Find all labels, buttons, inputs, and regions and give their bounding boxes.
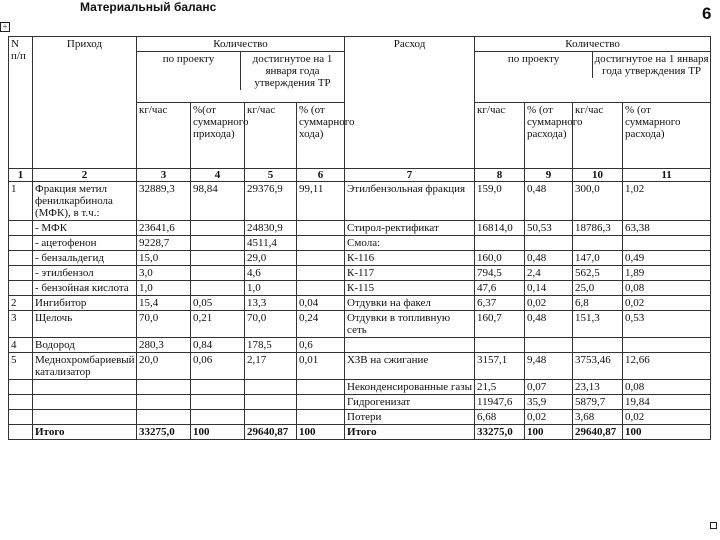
income-item bbox=[33, 395, 137, 410]
exp-project-kg-h: 21,5 bbox=[475, 380, 525, 395]
achieved-kg-h: 4511,4 bbox=[245, 236, 297, 251]
project-kg-h bbox=[137, 410, 191, 425]
project-kg-h: 70,0 bbox=[137, 311, 191, 338]
total-exp-achieved-kg-h: 29640,87 bbox=[573, 425, 623, 440]
achieved-kg-h: 4,6 bbox=[245, 266, 297, 281]
table-row bbox=[9, 281, 711, 296]
project-kg-h: 9228,7 bbox=[137, 236, 191, 251]
project-pct: 0,21 bbox=[191, 311, 245, 338]
project-kg-h: 23641,6 bbox=[137, 221, 191, 236]
achieved-kg-h bbox=[245, 410, 297, 425]
total-row bbox=[9, 425, 711, 440]
exp-project-kg-h: 6,68 bbox=[475, 410, 525, 425]
exp-project-pct: 9,48 bbox=[525, 353, 573, 380]
project-pct bbox=[191, 281, 245, 296]
project-pct: 0,06 bbox=[191, 353, 245, 380]
page-number: 6 bbox=[702, 4, 712, 23]
exp-achieved-pct bbox=[623, 236, 711, 251]
quantity-in-label: Количество bbox=[137, 37, 344, 52]
table-row bbox=[9, 296, 711, 311]
exp-project-kg-h bbox=[475, 236, 525, 251]
row-number: 5 bbox=[9, 353, 33, 380]
exp-project-kg-h: 794,5 bbox=[475, 266, 525, 281]
exp-achieved-kg-h: 18786,3 bbox=[573, 221, 623, 236]
table-row bbox=[9, 353, 711, 380]
exp-achieved-pct: 0,53 bbox=[623, 311, 711, 338]
expense-item: Смола: bbox=[345, 236, 475, 251]
total-achieved-pct: 100 bbox=[297, 425, 345, 440]
table-row bbox=[9, 311, 711, 338]
column-number: 1 bbox=[9, 169, 33, 182]
project-pct bbox=[191, 266, 245, 281]
column-number: 9 bbox=[525, 169, 573, 182]
column-number: 7 bbox=[345, 169, 475, 182]
total-empty bbox=[9, 425, 33, 440]
total-expense-item: Итого bbox=[345, 425, 475, 440]
exp-project-kg-h: 16814,0 bbox=[475, 221, 525, 236]
project-pct bbox=[191, 251, 245, 266]
project-pct bbox=[191, 395, 245, 410]
exp-achieved-kg-h: 6,8 bbox=[573, 296, 623, 311]
expense-item: Стирол-ректификат bbox=[345, 221, 475, 236]
expense-item: Отдувки на факел bbox=[345, 296, 475, 311]
income-item: Щелочь bbox=[33, 311, 137, 338]
exp-achieved-kg-h: 3,68 bbox=[573, 410, 623, 425]
row-number bbox=[9, 266, 33, 281]
exp-achieved-pct: 0,02 bbox=[623, 410, 711, 425]
exp-achieved-pct: 1,02 bbox=[623, 182, 711, 221]
exp-achieved-kg-h: 562,5 bbox=[573, 266, 623, 281]
expense-item bbox=[345, 338, 475, 353]
table-row bbox=[9, 410, 711, 425]
col-quantity-in-header bbox=[137, 37, 345, 103]
row-number bbox=[9, 410, 33, 425]
row-number: 1 bbox=[9, 182, 33, 221]
exp-project-pct: 0,48 bbox=[525, 311, 573, 338]
col-expense-header: Расход bbox=[345, 37, 475, 169]
exp-project-pct bbox=[525, 236, 573, 251]
project-kg-h: 15,0 bbox=[137, 251, 191, 266]
column-number-row bbox=[9, 169, 711, 182]
total-income-item: Итого bbox=[33, 425, 137, 440]
column-number: 8 bbox=[475, 169, 525, 182]
project-kg-h: 280,3 bbox=[137, 338, 191, 353]
expense-item: ХЗВ на сжигание bbox=[345, 353, 475, 380]
exp-project-pct: 0,07 bbox=[525, 380, 573, 395]
material-balance-table bbox=[8, 36, 711, 440]
table-row bbox=[9, 380, 711, 395]
expense-item: К-115 bbox=[345, 281, 475, 296]
achieved-pct bbox=[297, 251, 345, 266]
by-project-out-label: по проекту bbox=[475, 52, 593, 78]
total-exp-project-pct: 100 bbox=[525, 425, 573, 440]
exp-project-pct bbox=[525, 338, 573, 353]
exp-achieved-pct: 0,02 bbox=[623, 296, 711, 311]
income-item bbox=[33, 410, 137, 425]
table-row bbox=[9, 221, 711, 236]
exp-project-pct: 0,48 bbox=[525, 251, 573, 266]
sub-kg-h-10: кг/час bbox=[573, 103, 623, 169]
expense-item: Потери bbox=[345, 410, 475, 425]
col-quantity-out-header bbox=[475, 37, 711, 103]
income-item: - МФК bbox=[33, 221, 137, 236]
exp-achieved-kg-h: 151,3 bbox=[573, 311, 623, 338]
project-kg-h bbox=[137, 395, 191, 410]
row-number: 3 bbox=[9, 311, 33, 338]
achieved-out-label: достигнутое на 1 января года утверждения ТР bbox=[594, 53, 709, 77]
header-row bbox=[9, 37, 711, 103]
expense-item: Гидрогенизат bbox=[345, 395, 475, 410]
exp-project-kg-h: 6,37 bbox=[475, 296, 525, 311]
income-item: Водород bbox=[33, 338, 137, 353]
exp-project-pct: 0,02 bbox=[525, 410, 573, 425]
row-number bbox=[9, 380, 33, 395]
income-item: - бензойная кислота bbox=[33, 281, 137, 296]
achieved-kg-h bbox=[245, 395, 297, 410]
exp-project-kg-h: 159,0 bbox=[475, 182, 525, 221]
column-number: 3 bbox=[137, 169, 191, 182]
project-kg-h: 3,0 bbox=[137, 266, 191, 281]
project-kg-h: 32889,3 bbox=[137, 182, 191, 221]
col-n-header: N п/п bbox=[9, 37, 33, 169]
row-number bbox=[9, 281, 33, 296]
total-achieved-kg-h: 29640,87 bbox=[245, 425, 297, 440]
project-pct: 0,05 bbox=[191, 296, 245, 311]
table-row bbox=[9, 236, 711, 251]
exp-achieved-kg-h: 300,0 bbox=[573, 182, 623, 221]
achieved-pct bbox=[297, 236, 345, 251]
project-pct bbox=[191, 221, 245, 236]
achieved-pct: 0,01 bbox=[297, 353, 345, 380]
row-number: 2 bbox=[9, 296, 33, 311]
sub-kg-h-3: кг/час bbox=[137, 103, 191, 169]
exp-project-kg-h: 47,6 bbox=[475, 281, 525, 296]
exp-achieved-pct: 63,38 bbox=[623, 221, 711, 236]
project-kg-h: 1,0 bbox=[137, 281, 191, 296]
exp-project-pct: 35,9 bbox=[525, 395, 573, 410]
exp-achieved-pct bbox=[623, 338, 711, 353]
exp-project-pct: 0,14 bbox=[525, 281, 573, 296]
row-number bbox=[9, 221, 33, 236]
table-row bbox=[9, 182, 711, 221]
quantity-out-label: Количество bbox=[475, 37, 710, 52]
exp-project-kg-h: 160,7 bbox=[475, 311, 525, 338]
income-item: - бензальдегид bbox=[33, 251, 137, 266]
exp-achieved-kg-h: 3753,46 bbox=[573, 353, 623, 380]
exp-achieved-kg-h: 23,13 bbox=[573, 380, 623, 395]
exp-achieved-pct: 1,89 bbox=[623, 266, 711, 281]
project-pct: 0,84 bbox=[191, 338, 245, 353]
achieved-pct bbox=[297, 281, 345, 296]
achieved-in-label: достигнутое на 1 января года утверждения ТР bbox=[252, 53, 333, 89]
exp-achieved-kg-h: 25,0 bbox=[573, 281, 623, 296]
achieved-pct bbox=[297, 410, 345, 425]
sub-pct-income-4: %(от суммарного прихода) bbox=[191, 103, 245, 169]
sub-kg-h-5: кг/час bbox=[245, 103, 297, 169]
table-resize-handle-icon[interactable] bbox=[710, 522, 717, 529]
income-item: Ингибитор bbox=[33, 296, 137, 311]
total-exp-achieved-pct: 100 bbox=[623, 425, 711, 440]
table-row bbox=[9, 395, 711, 410]
column-number: 6 bbox=[297, 169, 345, 182]
row-number: 4 bbox=[9, 338, 33, 353]
exp-achieved-pct: 19,84 bbox=[623, 395, 711, 410]
achieved-pct: 99,11 bbox=[297, 182, 345, 221]
exp-achieved-kg-h bbox=[573, 338, 623, 353]
exp-project-pct: 0,02 bbox=[525, 296, 573, 311]
table-row bbox=[9, 338, 711, 353]
achieved-kg-h bbox=[245, 380, 297, 395]
total-project-pct: 100 bbox=[191, 425, 245, 440]
exp-project-kg-h: 160,0 bbox=[475, 251, 525, 266]
exp-project-pct: 50,53 bbox=[525, 221, 573, 236]
achieved-pct bbox=[297, 395, 345, 410]
sub-pct-expense-9: % (от суммарного расхода) bbox=[525, 103, 573, 169]
achieved-kg-h: 29376,9 bbox=[245, 182, 297, 221]
achieved-kg-h: 29,0 bbox=[245, 251, 297, 266]
income-item bbox=[33, 380, 137, 395]
row-number bbox=[9, 236, 33, 251]
achieved-kg-h: 13,3 bbox=[245, 296, 297, 311]
expense-item: Неконденсированные газы bbox=[345, 380, 475, 395]
achieved-pct: 0,04 bbox=[297, 296, 345, 311]
achieved-pct: 0,6 bbox=[297, 338, 345, 353]
exp-achieved-kg-h: 5879,7 bbox=[573, 395, 623, 410]
income-item: Меднохромбариевый катализатор bbox=[33, 353, 137, 380]
project-pct bbox=[191, 236, 245, 251]
column-number: 4 bbox=[191, 169, 245, 182]
exp-project-kg-h: 3157,1 bbox=[475, 353, 525, 380]
row-number bbox=[9, 251, 33, 266]
expense-item: К-116 bbox=[345, 251, 475, 266]
expense-item: Этилбензольная фракция bbox=[345, 182, 475, 221]
achieved-kg-h: 178,5 bbox=[245, 338, 297, 353]
column-number: 11 bbox=[623, 169, 711, 182]
exp-project-kg-h: 11947,6 bbox=[475, 395, 525, 410]
exp-achieved-kg-h: 147,0 bbox=[573, 251, 623, 266]
achieved-kg-h: 24830,9 bbox=[245, 221, 297, 236]
achieved-pct bbox=[297, 221, 345, 236]
sub-kg-h-8: кг/час bbox=[475, 103, 525, 169]
exp-achieved-pct: 0,08 bbox=[623, 281, 711, 296]
exp-project-pct: 2,4 bbox=[525, 266, 573, 281]
page-title: Материальный баланс bbox=[80, 0, 217, 14]
income-item: Фракция метил фенилкарбинола (МФК), в т.ч.: bbox=[33, 182, 137, 221]
achieved-pct: 0,24 bbox=[297, 311, 345, 338]
project-pct bbox=[191, 380, 245, 395]
column-number: 2 bbox=[33, 169, 137, 182]
achieved-pct bbox=[297, 266, 345, 281]
sub-pct-sum-6: % (от суммарного хода) bbox=[297, 103, 345, 169]
total-project-kg-h: 33275,0 bbox=[137, 425, 191, 440]
table-row bbox=[9, 251, 711, 266]
achieved-kg-h: 2,17 bbox=[245, 353, 297, 380]
expense-item: К-117 bbox=[345, 266, 475, 281]
achieved-kg-h: 70,0 bbox=[245, 311, 297, 338]
project-kg-h: 20,0 bbox=[137, 353, 191, 380]
column-number: 5 bbox=[245, 169, 297, 182]
expense-item: Отдувки в топливную сеть bbox=[345, 311, 475, 338]
row-number bbox=[9, 395, 33, 410]
col-income-header: Приход bbox=[33, 37, 137, 169]
achieved-kg-h: 1,0 bbox=[245, 281, 297, 296]
achieved-pct bbox=[297, 380, 345, 395]
column-number: 10 bbox=[573, 169, 623, 182]
income-item: - этилбензол bbox=[33, 266, 137, 281]
project-kg-h: 15,4 bbox=[137, 296, 191, 311]
project-pct bbox=[191, 410, 245, 425]
exp-project-kg-h bbox=[475, 338, 525, 353]
by-project-in-label: по проекту bbox=[137, 52, 241, 90]
sub-pct-expense-11: % (от суммарного расхода) bbox=[623, 103, 711, 169]
exp-project-pct: 0,48 bbox=[525, 182, 573, 221]
exp-achieved-kg-h bbox=[573, 236, 623, 251]
income-item: - ацетофенон bbox=[33, 236, 137, 251]
table-row bbox=[9, 266, 711, 281]
total-exp-project-kg-h: 33275,0 bbox=[475, 425, 525, 440]
project-pct: 98,84 bbox=[191, 182, 245, 221]
exp-achieved-pct: 0,08 bbox=[623, 380, 711, 395]
exp-achieved-pct: 0,49 bbox=[623, 251, 711, 266]
exp-achieved-pct: 12,66 bbox=[623, 353, 711, 380]
table-move-handle-icon[interactable]: + bbox=[0, 22, 10, 32]
project-kg-h bbox=[137, 380, 191, 395]
